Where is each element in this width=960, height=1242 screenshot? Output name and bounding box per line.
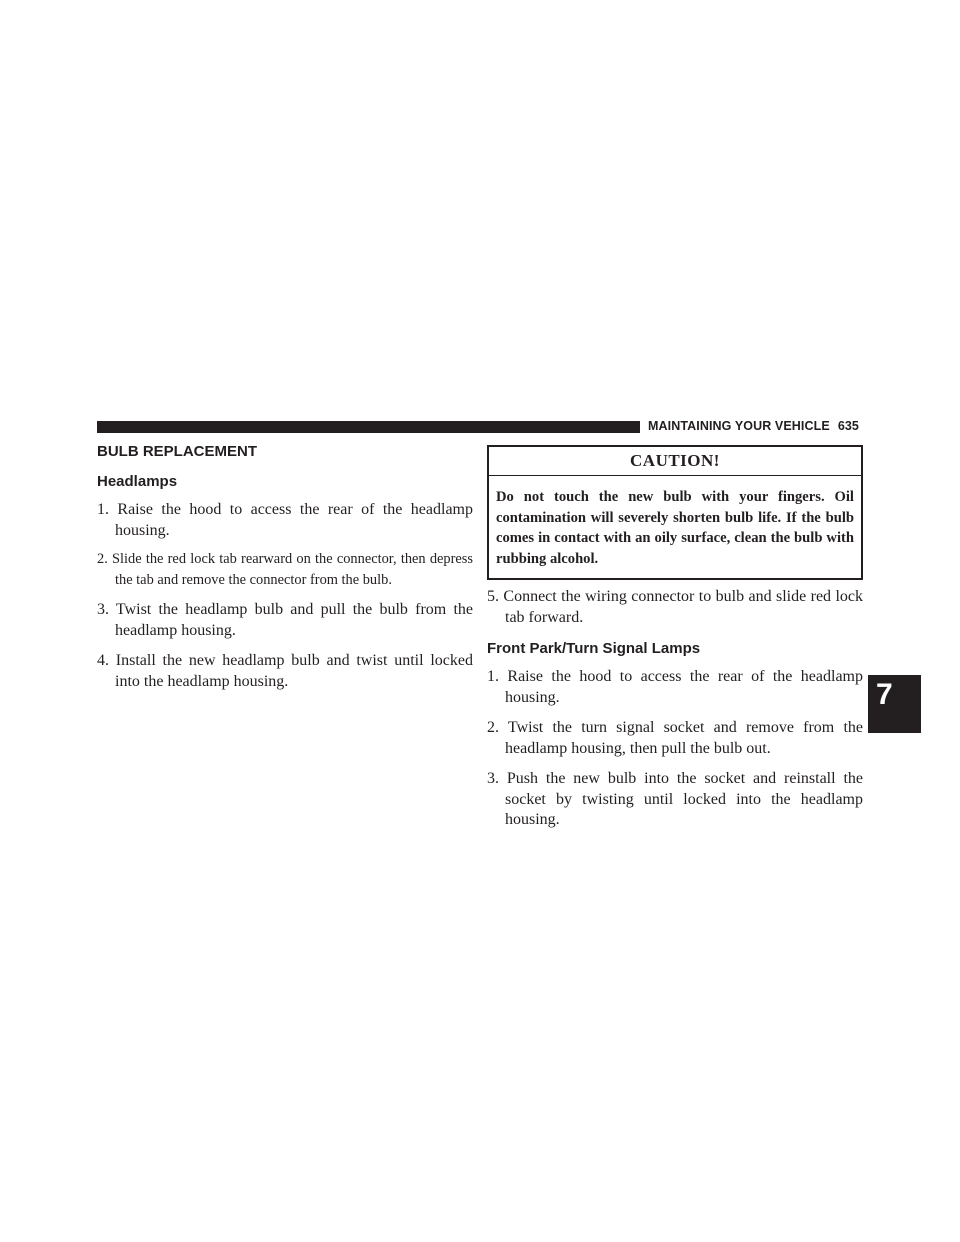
section-title: BULB REPLACEMENT — [97, 443, 257, 460]
list-item: 3. Push the new bulb into the socket and reinstall the socket by twisting until locked into the headlamp housing. — [487, 770, 863, 828]
list-item: 2. Slide the red lock tab rearward on the connector, then depress the tab and remove the connector from the bulb. — [97, 551, 473, 588]
park-turn-steps — [487, 667, 863, 831]
continued-steps — [487, 587, 863, 628]
page-number: 635 — [837, 419, 859, 433]
list-item: 1. Raise the hood to access the rear of the headlamp housing. — [97, 501, 473, 539]
list-item: 3. Twist the headlamp bulb and pull the bulb from the headlamp housing. — [97, 601, 473, 639]
list-item: 2. Twist the turn signal socket and remove from the headlamp housing, then pull the bulb out. — [487, 719, 863, 757]
subsection-title-headlamps: Headlamps — [97, 473, 178, 490]
left-column — [97, 440, 473, 692]
caution-title: CAUTION! — [489, 447, 861, 476]
headlamp-steps — [97, 500, 473, 692]
running-head-title: MAINTAINING YOUR VEHICLE — [648, 419, 830, 433]
running-head — [648, 419, 859, 433]
subsection-title-park-turn: Front Park/Turn Signal Lamps — [487, 640, 701, 657]
list-item: 4. Install the new headlamp bulb and twist until locked into the headlamp housing. — [97, 652, 473, 690]
list-item: 1. Raise the hood to access the rear of the headlamp housing. — [487, 668, 863, 706]
header-rule — [97, 421, 640, 433]
chapter-tab: 7 — [868, 675, 921, 733]
caution-text: Do not touch the new bulb with your fingers. Oil contamination will severely shorten bulb life. If the bulb comes in contact with an oily surface, clean the bulb with rubbing alcohol. — [496, 489, 854, 567]
caution-box — [487, 445, 863, 580]
right-column — [487, 440, 863, 831]
list-item: 5. Connect the wiring connector to bulb and slide red lock tab forward. — [487, 588, 863, 626]
